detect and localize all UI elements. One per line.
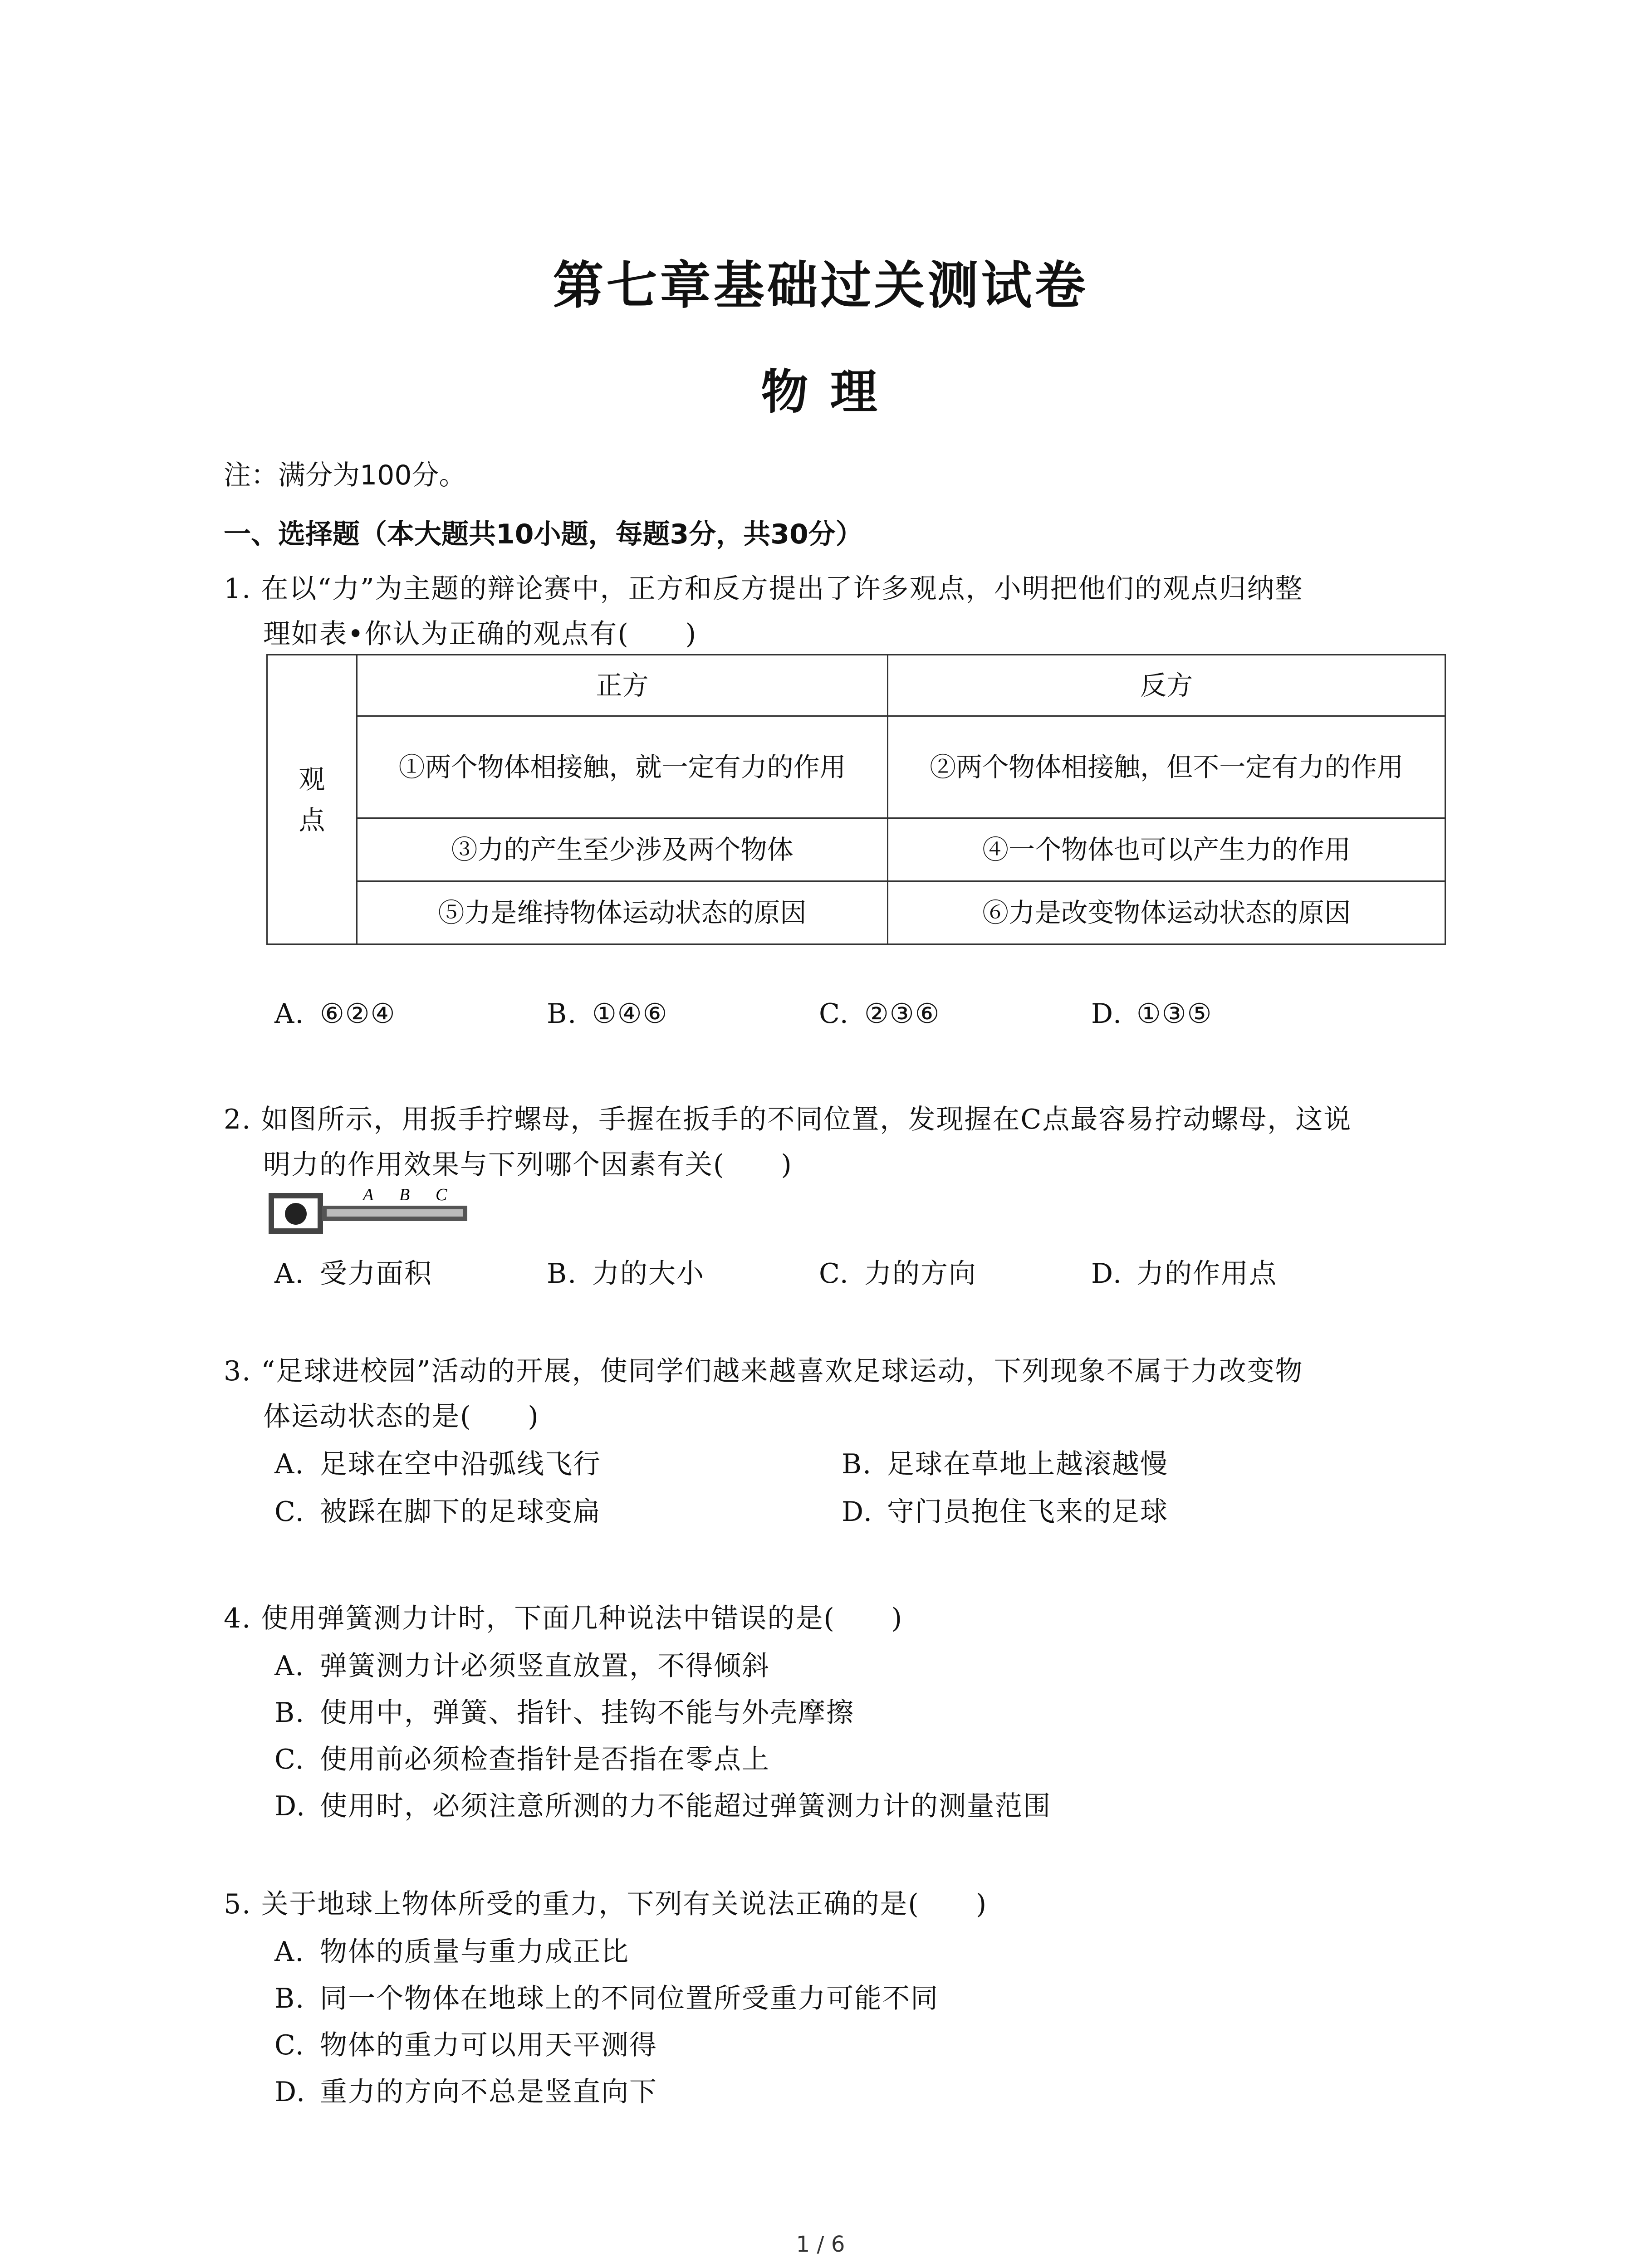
option-label: A. xyxy=(274,998,305,1030)
q2-option-a[interactable] xyxy=(274,1252,432,1291)
q4-option-d[interactable] xyxy=(274,1784,1051,1823)
q2-option-d[interactable] xyxy=(1091,1252,1277,1291)
q1-option-d[interactable] xyxy=(1091,998,1212,1030)
wrench-figure xyxy=(268,1179,472,1243)
option-label: C. xyxy=(274,2029,305,2061)
question-5-text: 5. 关于地球上物体所受的重力，下列有关说法正确的是( ) xyxy=(224,1888,988,1920)
option-text: 足球在空中沿弧线飞行 xyxy=(320,1448,601,1480)
table-cell: ⑤力是维持物体运动状态的原因 xyxy=(357,881,887,944)
option-label: D. xyxy=(274,2076,306,2108)
option-label: C. xyxy=(819,1258,849,1290)
nut-icon xyxy=(285,1203,307,1225)
q2-option-b[interactable] xyxy=(547,1252,705,1291)
table-row xyxy=(267,716,1445,818)
score-note: 注：满分为100分。 xyxy=(224,459,466,491)
q3-option-a[interactable] xyxy=(274,1442,601,1481)
option-text: 守门员抱住飞来的足球 xyxy=(887,1496,1168,1528)
wrench-handle-groove xyxy=(327,1209,463,1217)
option-text: 使用前必须检查指针是否指在零点上 xyxy=(320,1744,770,1775)
option-text: 力的大小 xyxy=(592,1258,705,1290)
option-text: 使用时，必须注意所测的力不能超过弹簧测力计的测量范围 xyxy=(320,1790,1051,1822)
q5-option-b[interactable] xyxy=(274,1977,939,2016)
table-header-row xyxy=(267,655,1445,716)
option-label: B. xyxy=(274,1697,305,1729)
q1-option-a[interactable] xyxy=(274,998,396,1030)
option-text: 力的作用点 xyxy=(1136,1258,1277,1290)
q4-option-a[interactable] xyxy=(274,1644,770,1683)
option-text: 重力的方向不总是竖直向下 xyxy=(320,2076,657,2108)
option-label: A. xyxy=(274,1650,305,1682)
option-label: C. xyxy=(274,1496,305,1528)
q2-option-c[interactable] xyxy=(819,1252,977,1291)
q5-option-c[interactable] xyxy=(274,2024,657,2063)
page-number: 1 / 6 xyxy=(796,2232,845,2257)
option-label: B. xyxy=(842,1448,872,1480)
option-text: ①④⑥ xyxy=(592,998,668,1030)
q5-option-a[interactable] xyxy=(274,1930,629,1969)
q3-option-b[interactable] xyxy=(842,1442,1168,1481)
point-b-label: B xyxy=(399,1185,410,1204)
table-cell: ①两个物体相接触，就一定有力的作用 xyxy=(357,716,887,818)
option-text: 被踩在脚下的足球变扁 xyxy=(320,1496,601,1528)
option-text: 受力面积 xyxy=(320,1258,432,1290)
header-con: 反方 xyxy=(888,655,1445,716)
option-text: 同一个物体在地球上的不同位置所受重力可能不同 xyxy=(320,1983,939,2014)
option-text: ①③⑤ xyxy=(1136,998,1213,1030)
question-1-text-cont: 理如表•你认为正确的观点有( ) xyxy=(263,618,697,650)
question-1-text: 1. 在以“力”为主题的辩论赛中，正方和反方提出了许多观点，小明把他们的观点归纳整 xyxy=(224,573,1303,605)
option-label: B. xyxy=(274,1983,305,2014)
header-pro: 正方 xyxy=(357,655,887,716)
q4-option-c[interactable] xyxy=(274,1738,770,1777)
table-cell: ②两个物体相接触，但不一定有力的作用 xyxy=(888,716,1445,818)
option-text: ②③⑥ xyxy=(864,998,941,1030)
table-row xyxy=(267,881,1445,944)
option-text: 物体的重力可以用天平测得 xyxy=(320,2029,657,2061)
question-2-text-cont: 明力的作用效果与下列哪个因素有关( ) xyxy=(263,1149,793,1181)
table-cell: ④一个物体也可以产生力的作用 xyxy=(888,818,1445,881)
row-label-cell xyxy=(267,655,357,944)
q4-option-b[interactable] xyxy=(274,1691,854,1730)
option-label: D. xyxy=(274,1790,306,1822)
question-3-text: 3. “足球进校园”活动的开展，使同学们越来越喜欢足球运动，下列现象不属于力改变物 xyxy=(224,1355,1303,1387)
q1-option-b[interactable] xyxy=(547,998,668,1030)
question-3-text-cont: 体运动状态的是( ) xyxy=(263,1401,539,1432)
q5-option-d[interactable] xyxy=(274,2070,657,2109)
section-heading: 一、选择题（本大题共10小题，每题3分，共30分） xyxy=(224,518,863,550)
page-title: 第七章基础过关测试卷 xyxy=(553,256,1088,315)
point-c-label: C xyxy=(436,1185,447,1204)
option-label: C. xyxy=(819,998,849,1030)
option-text: 使用中，弹簧、指针、挂钩不能与外壳摩擦 xyxy=(320,1697,854,1729)
option-text: 物体的质量与重力成正比 xyxy=(320,1936,629,1968)
option-label: A. xyxy=(274,1448,305,1480)
option-text: 足球在草地上越滚越慢 xyxy=(887,1448,1168,1480)
option-text: ⑥②④ xyxy=(320,998,396,1030)
option-label: D. xyxy=(1091,998,1123,1030)
option-label: B. xyxy=(547,998,578,1030)
option-label: A. xyxy=(274,1258,305,1290)
question-4-text: 4. 使用弹簧测力计时，下面几种说法中错误的是( ) xyxy=(224,1603,903,1634)
table-cell: ⑥力是改变物体运动状态的原因 xyxy=(888,881,1445,944)
viewpoints-table xyxy=(266,654,1446,945)
option-label: D. xyxy=(1091,1258,1123,1290)
q3-option-d[interactable] xyxy=(842,1490,1168,1529)
option-text: 力的方向 xyxy=(864,1258,977,1290)
option-label: C. xyxy=(274,1744,305,1775)
table-cell: ③力的产生至少涉及两个物体 xyxy=(357,818,887,881)
q3-option-c[interactable] xyxy=(274,1490,601,1529)
option-label: A. xyxy=(274,1936,305,1968)
option-label: D. xyxy=(842,1496,873,1528)
option-text: 弹簧测力计必须竖直放置，不得倾斜 xyxy=(320,1650,770,1682)
option-label: B. xyxy=(547,1258,578,1290)
point-a-label: A xyxy=(363,1185,374,1204)
row-label: 观点 xyxy=(299,763,325,836)
subject-title: 物 理 xyxy=(761,364,880,420)
question-2-text: 2. 如图所示，用扳手拧螺母，手握在扳手的不同位置，发现握在C点最容易拧动螺母，这说 xyxy=(224,1104,1352,1135)
q1-option-c[interactable] xyxy=(819,998,940,1030)
table-row xyxy=(267,818,1445,881)
